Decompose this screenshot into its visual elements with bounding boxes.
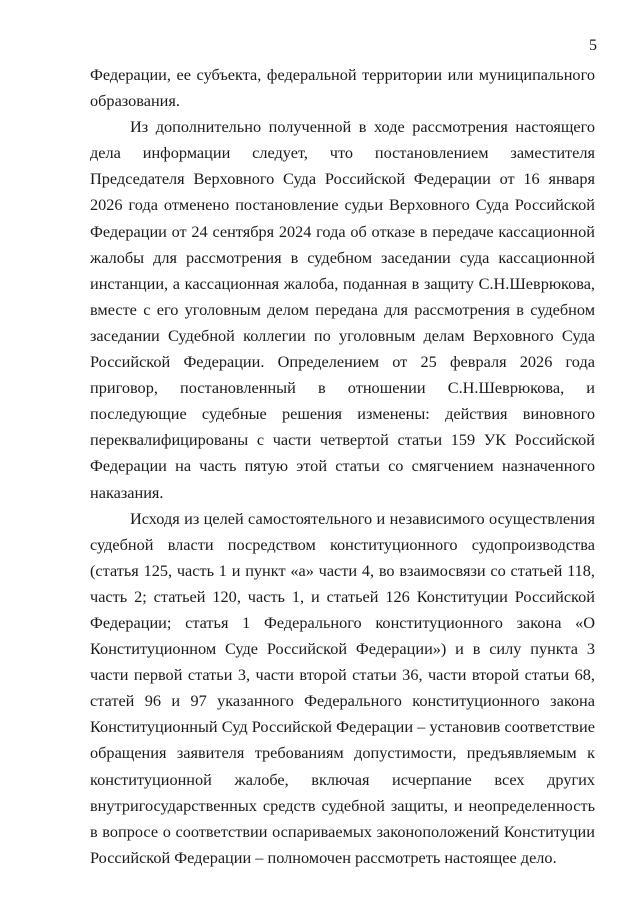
page-number: 5	[589, 37, 597, 54]
paragraph-case-information: Из дополнительно полученной в ходе рассмотрения настоящего дела информации следует, что постановлением заместителя Председателя Верховного Суда Российской Федерации от 16 января 2026 года отменено постановление судьи Верховного Суда Российской Федерации от 24 сентября 2024 года об отказе в передаче кассационной жалобы для рассмотрения в судебном заседании суда кассационной инстанции, а кассационная жалоба, поданная в защиту С.Н.Шеврюкова, вместе с его уголовным делом передана для рассмотрения в судебном заседании Судебной коллегии по уголовным делам Верховного Суда Российской Федерации. Определением от 25 февраля 2026 года приговор, постановленный в отношении С.Н.Шеврюкова, и последующие судебные решения изменены: действия виновного переквалифицированы с части четвертой статьи 159 УК Российской Федерации на часть пятую этой статьи со смягчением назначенного наказания.	[90, 117, 595, 502]
document-body	[90, 62, 595, 871]
paragraph-court-jurisdiction: Исходя из целей самостоятельного и независимого осуществления судебной власти посредством конституционного судопроизводства (статья 125, часть 1 и пункт «а» части 4, во взаимосвязи со статьей 118, часть 2; статьей 120, часть 1, и статьей 126 Конституции Российской Федерации; статья 1 Федерального конституционного закона «О Конституционном Суде Российской Федерации») и в силу пункта 3 части первой статьи 3, части второй статьи 36, части второй статьи 68, статей 96 и 97 указанного Федерального конституционного закона Конституционный Суд Российской Федерации – установив соответствие обращения заявителя требованиям допустимости, предъявляемым к конституционной жалобе, включая исчерпание всех других внутригосударственных средств судебной защиты, и неопределенность в вопросе о соответствии оспариваемых законоположений Конституции Российской Федерации – полномочен рассмотреть настоящее дело.	[90, 508, 595, 867]
paragraph-continuation: Федерации, ее субъекта, федеральной территории или муниципального образования.	[90, 65, 595, 111]
